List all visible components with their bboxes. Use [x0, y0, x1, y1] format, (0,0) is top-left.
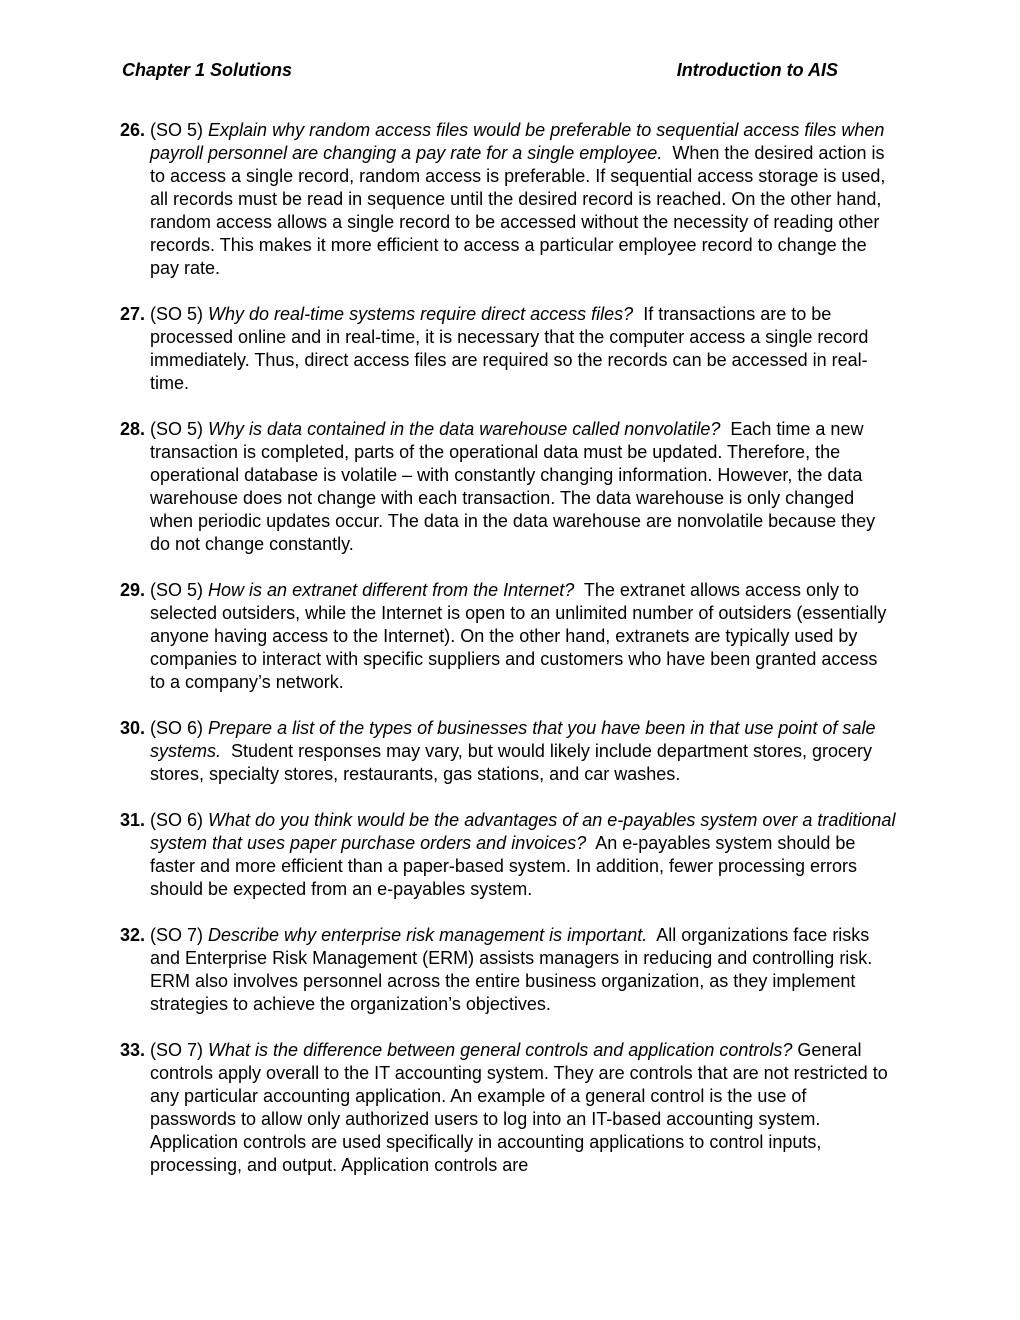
- answer-text: Student responses may vary, but would likely include department stores, grocery stores, specialty stores, restaurants, gas stations, and car washes.: [150, 741, 873, 784]
- question-item: [120, 717, 896, 786]
- study-objective: (SO 6): [150, 810, 204, 830]
- question-list: [120, 119, 896, 1200]
- answer-text: Each time a new transaction is completed, parts of the operational data must be updated. Therefore, the operational database is volatile – with constantly changing information. However, the data warehouse does not change with each transaction. The data warehouse is only changed when periodic updates occur. The data in the data warehouse are nonvolatile because they do not change constantly.: [150, 419, 876, 554]
- page-header: [122, 60, 838, 84]
- answer-text: An e-payables system should be faster and more efficient than a paper-based system. In addition, fewer processing errors should be expected from an e-payables system.: [150, 833, 858, 899]
- study-objective: (SO 5): [150, 580, 204, 600]
- study-objective: (SO 6): [150, 718, 204, 738]
- question-number: 27.: [120, 304, 146, 324]
- question-item: [120, 809, 896, 901]
- question-text: What do you think would be the advantages of an e-payables system over a traditional system that uses paper purchase orders and invoices?: [150, 810, 896, 853]
- answer-text: The extranet allows access only to selected outsiders, while the Internet is open to an unlimited number of outsiders (essentially anyone having access to the Internet). On the other hand, extranets are typically used by companies to interact with specific suppliers and customers who have been granted access to a company’s network.: [150, 580, 887, 692]
- question-text: What is the difference between general controls and application controls?: [208, 1040, 793, 1060]
- chapter-title: Chapter 1 Solutions: [122, 60, 293, 80]
- answer-text: If transactions are to be processed online and in real-time, it is necessary that the computer access a single record immediately. Thus, direct access files are required so the records can be accessed in real-time.: [150, 304, 869, 393]
- study-objective: (SO 7): [150, 1040, 204, 1060]
- question-number: 32.: [120, 925, 146, 945]
- book-title: Introduction to AIS: [676, 60, 838, 80]
- question-number: 31.: [120, 810, 146, 830]
- question-item: [120, 418, 896, 556]
- question-text: Explain why random access files would be preferable to sequential access files when payroll personnel are changing a pay rate for a single employee.: [150, 120, 885, 163]
- study-objective: (SO 5): [150, 120, 204, 140]
- question-item: [120, 119, 896, 280]
- question-number: 26.: [120, 120, 146, 140]
- answer-text: When the desired action is to access a single record, random access is preferable. If sequential access storage is used, all records must be read in sequence until the desired record is reached. On the other hand, random access allows a single record to be accessed without the necessity of reading other records. This makes it more efficient to access a particular employee record to change the pay rate.: [150, 143, 886, 278]
- question-number: 33.: [120, 1040, 146, 1060]
- question-number: 29.: [120, 580, 146, 600]
- question-text: Why do real-time systems require direct access files?: [208, 304, 634, 324]
- question-text: How is an extranet different from the Internet?: [208, 580, 575, 600]
- answer-text: General controls apply overall to the IT accounting system. They are controls that are not restricted to any particular accounting application. An example of a general control is the use of passwords to allow only authorized users to log into an IT-based accounting system. Application controls are used specifically in accounting applications to control inputs, processing, and output. Application controls are: [150, 1040, 888, 1175]
- question-item: [120, 303, 896, 395]
- study-objective: (SO 7): [150, 925, 204, 945]
- question-number: 30.: [120, 718, 146, 738]
- question-number: 28.: [120, 419, 146, 439]
- question-text: Prepare a list of the types of businesses that you have been in that use point of sale systems.: [150, 718, 876, 761]
- question-text: Describe why enterprise risk management is important.: [208, 925, 648, 945]
- study-objective: (SO 5): [150, 419, 204, 439]
- question-item: [120, 579, 896, 694]
- question-text: Why is data contained in the data warehouse called nonvolatile?: [208, 419, 721, 439]
- question-item: [120, 1039, 896, 1177]
- study-objective: (SO 5): [150, 304, 204, 324]
- question-item: [120, 924, 896, 1016]
- answer-text: All organizations face risks and Enterprise Risk Management (ERM) assists managers in reducing and controlling risk. ERM also involves personnel across the entire business organization, as they implement strategies to achieve the organization’s objectives.: [150, 925, 873, 1014]
